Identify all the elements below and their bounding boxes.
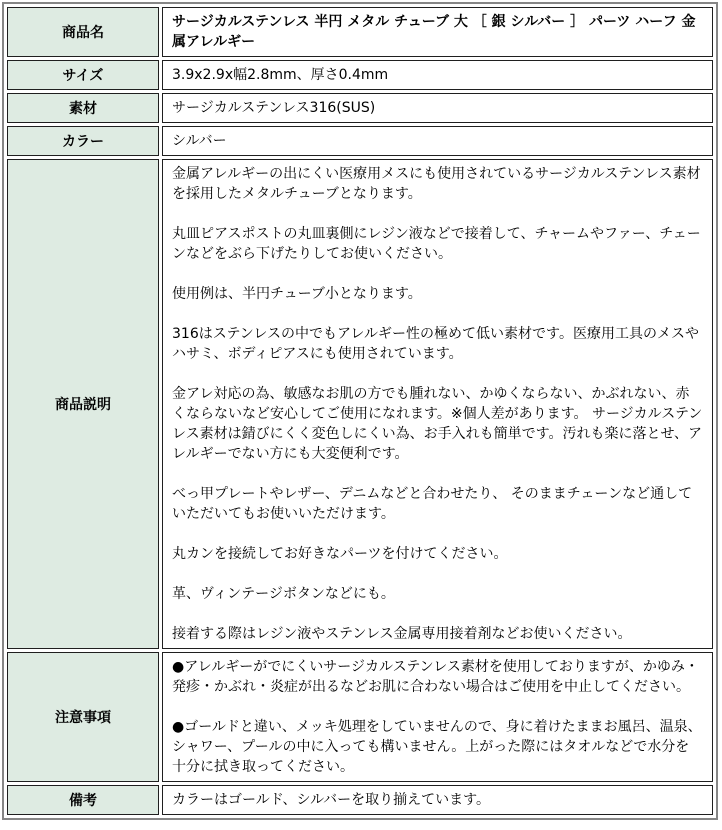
- row-material: [7, 93, 713, 123]
- material-value: サージカルステンレス316(SUS): [162, 93, 713, 123]
- row-size: [7, 60, 713, 90]
- color-value: シルバー: [162, 126, 713, 156]
- description-value: [162, 159, 713, 649]
- description-label: 商品説明: [7, 159, 159, 649]
- row-precautions: [7, 652, 713, 782]
- row-notes: [7, 785, 713, 815]
- description-paragraph: 使用例は、半円チューブ小となります。: [172, 286, 422, 302]
- description-paragraph: 革、ヴィンテージボタンなどにも。: [172, 586, 395, 602]
- product-name-label: 商品名: [7, 7, 159, 57]
- description-paragraph: 316はステンレスの中でもアレルギー性の極めて低い素材です。医療用工具のメスやハサミ、ボディピアスにも使用されています。: [172, 326, 699, 362]
- description-paragraph: 丸皿ピアスポストの丸皿裏側にレジン液などで接着して、チャームやファー、チェーンなどをぶら下げたりしてお使いください。: [172, 226, 701, 262]
- description-paragraph: 金アレ対応の為、敏感なお肌の方でも腫れない、かゆくならない、かぶれない、赤くならないなど安心してご使用になれます。※個人差があります。 サージカルステンレス素材は錆びにくく変色しにくい為、お手入れも簡単です。汚れも楽に落とせ、アレルギーでない方にも大変便利です。: [172, 386, 703, 462]
- precaution-item: ●ゴールドと違い、メッキ処理をしていませんので、身に着けたままお風呂、温泉、シャワー、プールの中に入っても構いません。上がった際にはタオルなどで水分を十分に拭き取ってください。: [172, 719, 702, 775]
- color-label: カラー: [7, 126, 159, 156]
- product-spec-table: [2, 2, 718, 820]
- precautions-value: [162, 652, 713, 782]
- description-paragraph: べっ甲プレートやレザー、デニムなどと合わせたり、 そのままチェーンなど通していただいてもお使いいただけます。: [172, 486, 693, 522]
- product-name-value: サージカルステンレス 半円 メタル チューブ 大 ［ 銀 シルバー ］ パーツ ハーフ 金属アレルギー: [162, 7, 713, 57]
- size-label: サイズ: [7, 60, 159, 90]
- material-label: 素材: [7, 93, 159, 123]
- description-paragraph: 金属アレルギーの出にくい医療用メスにも使用されているサージカルステンレス素材を採用したメタルチューブとなります。: [172, 166, 701, 202]
- description-paragraph: 接着する際はレジン液やステンレス金属専用接着剤などお使いください。: [172, 626, 632, 642]
- precautions-label: 注意事項: [7, 652, 159, 782]
- row-product-name: [7, 7, 713, 57]
- notes-value: カラーはゴールド、シルバーを取り揃えています。: [162, 785, 713, 815]
- precaution-item: ●アレルギーがでにくいサージカルステンレス素材を使用しておりますが、かゆみ・発疹・かぶれ・炎症が出るなどお肌に合わない場合はご使用を中止してください。: [172, 659, 699, 695]
- size-value: 3.9x2.9x幅2.8mm、厚さ0.4mm: [162, 60, 713, 90]
- row-color: [7, 126, 713, 156]
- description-paragraph: 丸カンを接続してお好きなパーツを付けてください。: [172, 546, 508, 562]
- notes-label: 備考: [7, 785, 159, 815]
- row-description: [7, 159, 713, 649]
